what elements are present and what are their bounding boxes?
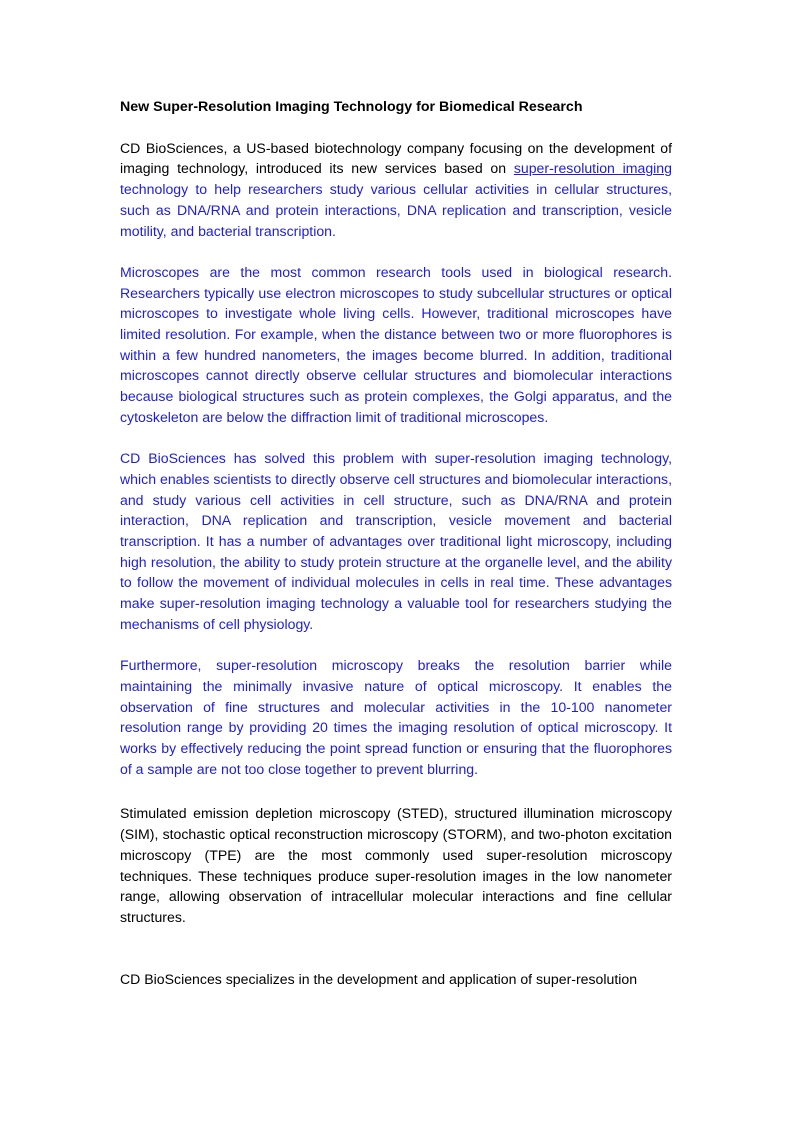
document-title: New Super-Resolution Imaging Technology for Biomedical Research xyxy=(120,99,583,115)
paragraph-furthermore: Furthermore, super-resolution microscopy breaks the resolution barrier while maintaining the minimally invasive nature of optical microscopy. It enables the observation of fine structures and molecular activities in the 10-100 nanometer resolution range by providing 20 times the imaging resolution of optical microscopy. It works by effectively reducing the point spread function or ensuring that the fluorophores of a sample are not too close together to prevent blurring. xyxy=(120,657,672,777)
paragraph-intro-tail: technology to help researchers study various cellular activities in cellular structures, such as DNA/RNA and protein interactions, DNA replication and transcription, vesicle motility, and bacterial transcription. xyxy=(120,181,672,239)
super-resolution-imaging-link[interactable]: super-resolution imaging xyxy=(513,160,672,177)
paragraph-intro-lead: CD BioSciences, a US-based biotechnology company focusing on the development of imaging technology, introduced its new services based on xyxy=(120,139,672,177)
paragraph-techniques: Stimulated emission depletion microscopy (STED), structured illumination microscopy (SIM), stochastic optical reconstruction microscopy (STORM), and two-photon excitation microscopy (TPE) are the most commonly used super-resolution microscopy techniques. These techniques produce super-resolution images in the low nanometer range, allowing observation of intracellular molecular interactions and fine cellular structures. xyxy=(120,805,672,925)
paragraph-intro xyxy=(120,138,672,242)
paragraph-specializes: CD BioSciences specializes in the development and application of super-resolution xyxy=(120,970,638,987)
paragraph-microscopes: Microscopes are the most common research tools used in biological research. Researchers typically use electron microscopes to study subcellular structures or optical microscopes to investigate whole living cells. However, traditional microscopes have limited resolution. For example, when the distance between two or more fluorophores is within a few hundred nanometers, the images become blurred. In addition, traditional microscopes cannot directly observe cellular structures and biomolecular interactions because biological structures such as protein complexes, the Golgi apparatus, and the cytoskeleton are below the diffraction limit of traditional microscopes. xyxy=(120,263,672,425)
paragraph-solution: CD BioSciences has solved this problem with super-resolution imaging technology, which enables scientists to directly observe cell structures and biomolecular interactions, and study various cell activities in cell structure, such as DNA/RNA and protein interaction, DNA replication and transcription, vesicle movement and bacterial transcription. It has a number of advantages over traditional light microscopy, including high resolution, the ability to study protein structure at the organelle level, and the ability to follow the movement of individual molecules in cells in real time. These advantages make super-resolution imaging technology a valuable tool for researchers studying the mechanisms of cell physiology. xyxy=(120,450,672,632)
document-page xyxy=(120,97,672,989)
